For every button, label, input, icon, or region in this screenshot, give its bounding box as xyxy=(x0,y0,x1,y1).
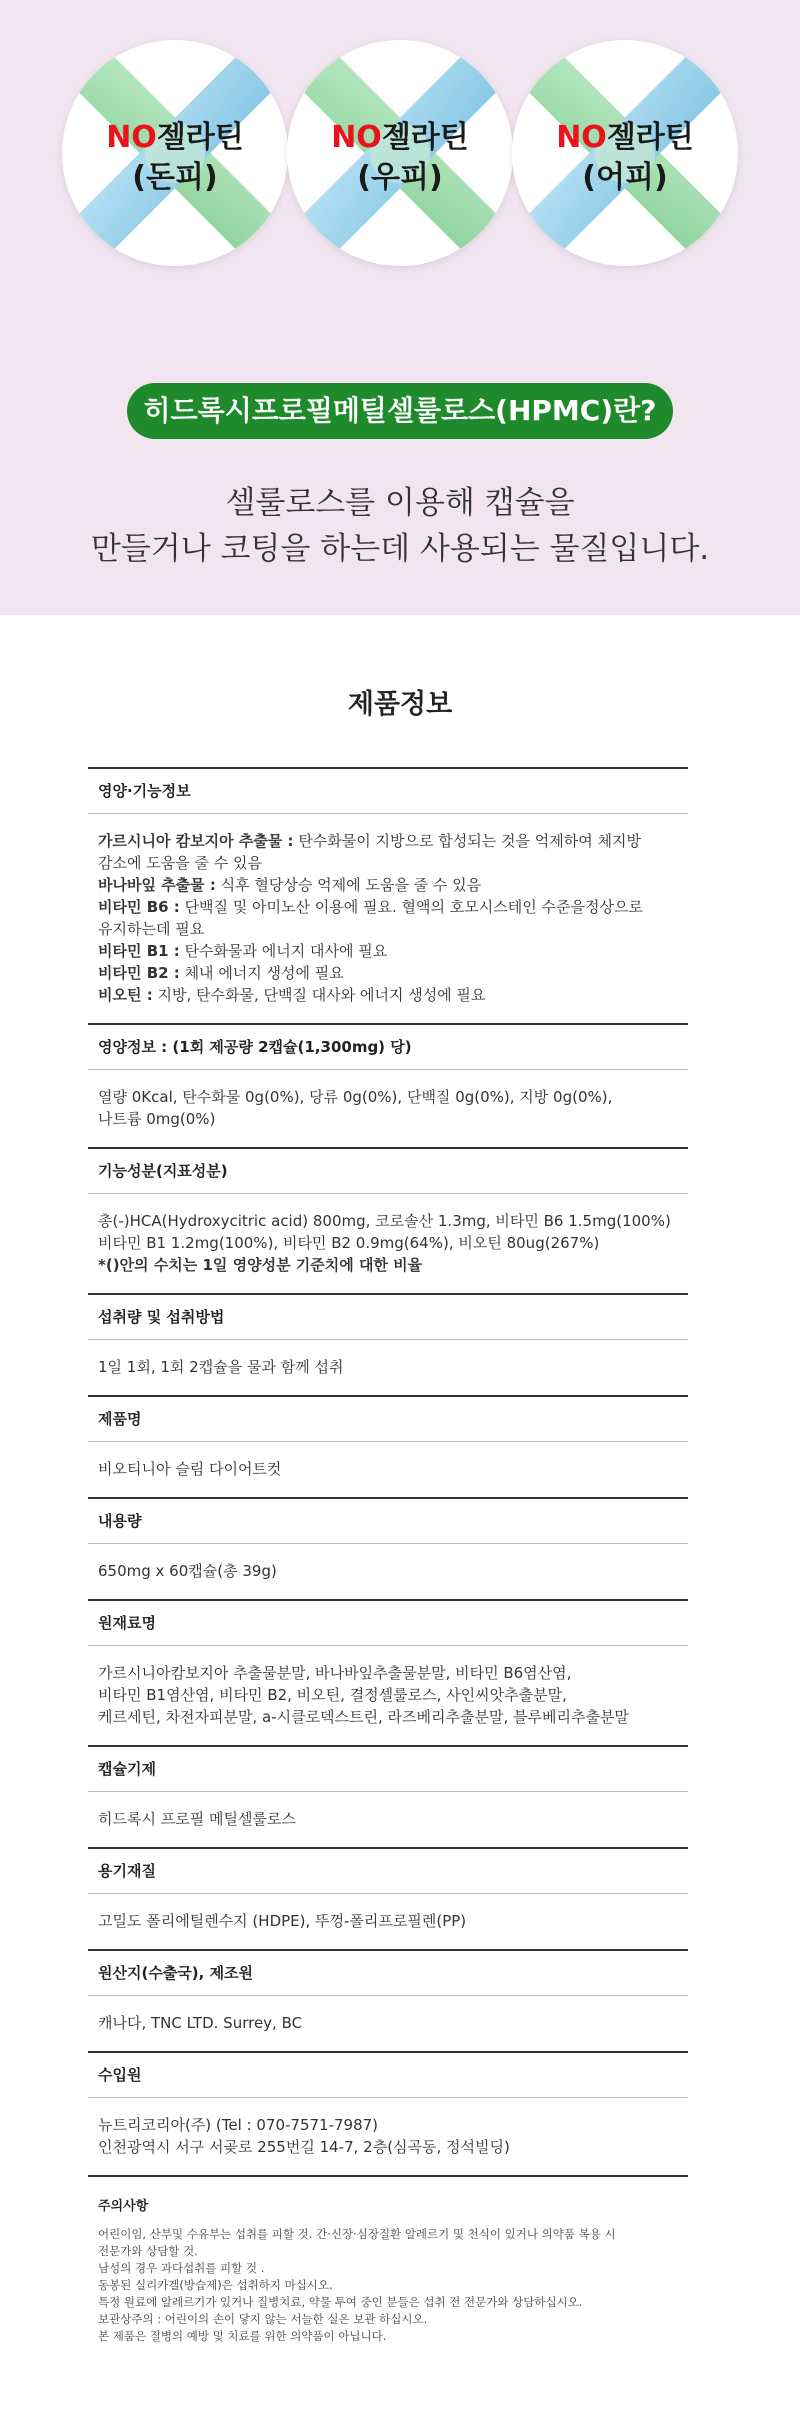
section-heading: 영양·기능정보 xyxy=(88,767,688,814)
intake-body: 1일 1회, 1회 2캡슐을 물과 함께 섭취 xyxy=(98,1358,344,1376)
product-name-body: 비오티니아 슬림 다이어트컷 xyxy=(98,1460,282,1478)
caution-line: 보관상주의 : 어린이의 손이 닿지 않는 서늘한 실온 보관 하십시오. xyxy=(98,2312,428,2326)
nutrition-body: 열량 0Kcal, 탄수화물 0g(0%), 당류 0g(0%), 단백질 0g(0%), 지방 0g(0%), 나트륨 0mg(0%) xyxy=(98,1088,613,1128)
caution-line: 동봉된 실리카겔(방습제)은 섭취하지 마십시오. xyxy=(98,2278,333,2292)
container-body: 고밀도 폴리에틸렌수지 (HDPE), 뚜껑-폴리프로필렌(PP) xyxy=(98,1912,467,1930)
hero-section xyxy=(0,0,800,615)
function-item: 비타민 B6 : 단백질 및 아미노산 이용에 필요. 혈액의 호모시스테인 수준을정상으로 xyxy=(98,898,643,916)
caution-line: 남성의 경우 과다섭취를 피할 것 . xyxy=(98,2261,265,2275)
function-item: 비오틴 : 지방, 탄수화물, 단백질 대사와 에너지 생성에 필요 xyxy=(98,986,486,1004)
product-info-table xyxy=(88,767,688,2345)
hpmc-question-pill: 히드록시프로필메틸셀룰로스(HPMC)란? xyxy=(127,383,673,439)
functional-body: 총(-)HCA(Hydroxycitric acid) 800mg, 코로솔산 1.3mg, 비타민 B6 1.5mg(100%) 비타민 B1 1.2mg(100%), 비타민 B2 0.9mg(64%), 비오틴 80ug(267%) *()안의 수치는 1일 영양성분 기준치에 대한 비율 xyxy=(88,1194,688,1293)
ingredients-body: 가르시니아캄보지아 추출물분말, 바나바잎추출물분말, 비타민 B6염산염, 비타민 B1염산염, 비타민 B2, 비오틴, 결정셀룰로스, 사인씨앗추출분말, 케르세틴, 차전자피분말, a-시클로덱스트린, 라즈베리추출분말, 블루베리추출분말 xyxy=(98,1664,629,1726)
function-item-cont: 감소에 도움을 줄 수 있음 xyxy=(98,854,262,872)
section-heading: 캡슐기제 xyxy=(88,1745,688,1792)
function-item-cont: 유지하는데 필요 xyxy=(98,920,205,938)
gelatin-kind-label: (어피) xyxy=(582,160,668,195)
no-label: NO xyxy=(556,120,607,155)
no-label: NO xyxy=(331,120,382,155)
gelatin-label: 젤라틴 xyxy=(156,120,244,155)
function-item: 비타민 B1 : 탄수화물과 에너지 대사에 필요 xyxy=(98,942,388,960)
capsule-body: 히드록시 프로필 메틸셀룰로스 xyxy=(98,1810,296,1828)
no-gelatin-badge-fish xyxy=(512,40,738,266)
section-heading: 기능성분(지표성분) xyxy=(88,1147,688,1194)
hpmc-description xyxy=(0,480,800,572)
caution-title: 주의사항 xyxy=(98,2199,149,2214)
caution-line: 어린이임, 산부및 수유부는 섭취를 피할 것. 간·신장·심장질환 알레르기 및 천식이 있거나 의약품 복용 시 xyxy=(98,2227,616,2241)
no-gelatin-badge-beef xyxy=(287,40,513,266)
hpmc-description-line: 셀룰로스를 이용해 캡슐을 xyxy=(225,485,575,521)
section-heading: 내용량 xyxy=(88,1497,688,1544)
section-heading: 원재료명 xyxy=(88,1599,688,1646)
function-item: 가르시니아 캄보지아 추출물 : 탄수화물이 지방으로 합성되는 것을 억제하여 체지방 xyxy=(98,832,641,850)
caution-line: 특정 원료에 알레르기가 있거나 질병치료, 약물 투여 중인 분들은 섭취 전 전문가와 상담하십시오. xyxy=(98,2295,583,2309)
caution-line: 전문가와 상담할 것. xyxy=(98,2244,198,2258)
section-heading: 용기재질 xyxy=(88,1847,688,1894)
caution-line: 본 제품은 질병의 예방 및 치료를 위한 의약품이 아닙니다. xyxy=(98,2329,387,2343)
gelatin-label: 젤라틴 xyxy=(381,120,469,155)
importer-body: 뉴트리코리아(주) (Tel : 070-7571-7987) 인천광역시 서구 서곶로 255번길 14-7, 2층(심곡동, 정석빌딩) xyxy=(98,2116,510,2156)
nutrition-function-body xyxy=(88,814,688,1023)
hpmc-description-line: 만들거나 코팅을 하는데 사용되는 물질입니다. xyxy=(90,531,710,567)
section-heading: 원산지(수출국), 제조원 xyxy=(88,1949,688,1996)
section-heading: 섭취량 및 섭취방법 xyxy=(88,1293,688,1340)
gelatin-kind-label: (돈피) xyxy=(132,160,218,195)
function-item: 바나바잎 추출물 : 식후 혈당상승 억제에 도움을 줄 수 있음 xyxy=(98,876,482,894)
section-heading: 수입원 xyxy=(88,2051,688,2098)
no-label: NO xyxy=(106,120,157,155)
caution-notice xyxy=(88,2175,688,2345)
content-body: 650mg x 60캡슐(총 39g) xyxy=(98,1562,277,1580)
gelatin-kind-label: (우피) xyxy=(357,160,443,195)
functional-note: *()안의 수치는 1일 영양성분 기준치에 대한 비율 xyxy=(98,1256,423,1274)
product-info-title: 제품정보 xyxy=(347,689,453,720)
gelatin-label: 젤라틴 xyxy=(606,120,694,155)
section-heading: 영양정보 : (1회 제공량 2캡슐(1,300mg) 당) xyxy=(88,1023,688,1070)
function-item: 비타민 B2 : 체내 에너지 생성에 필요 xyxy=(98,964,344,982)
section-heading: 제품명 xyxy=(88,1395,688,1442)
origin-body: 캐나다, TNC LTD. Surrey, BC xyxy=(98,2014,303,2032)
no-gelatin-badge-pork xyxy=(62,40,288,266)
